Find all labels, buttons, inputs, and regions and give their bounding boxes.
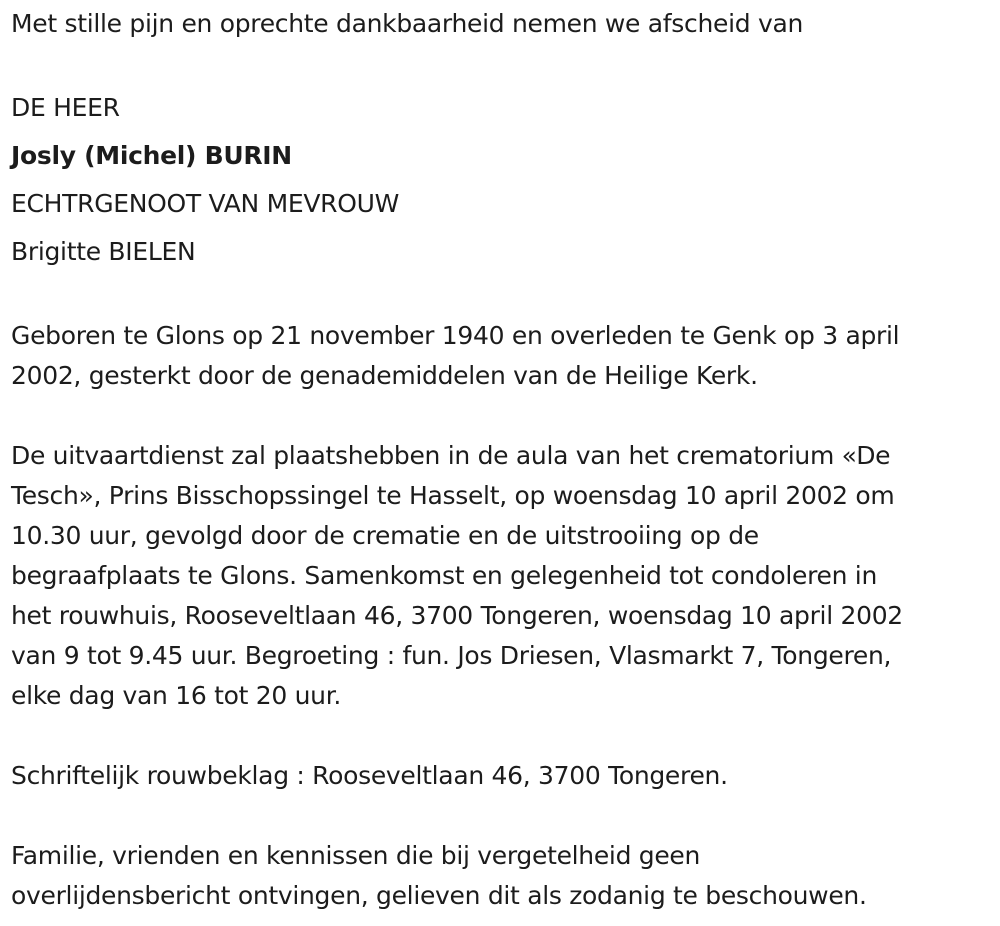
spacer: [11, 396, 1000, 436]
spouse-label: ECHTRGENOOT VAN MEVROUW: [11, 189, 400, 218]
deceased-name: Josly (Michel) BURIN: [11, 141, 292, 170]
spacer: [11, 796, 1000, 836]
birth-death-line: 2002, gesterkt door de genademiddelen van de Heilige Kerk.: [11, 361, 758, 390]
funeral-line: Tesch», Prins Bisschopssingel te Hasselt, op woensdag 10 april 2002 om: [11, 481, 895, 510]
closing-line: overlijdensbericht ontvingen, gelieven dit als zodanig te beschouwen.: [11, 881, 867, 910]
spacer: [11, 716, 1000, 756]
title-prefix: DE HEER: [11, 93, 120, 122]
spouse-name: Brigitte BIELEN: [11, 237, 196, 266]
funeral-line: het rouwhuis, Rooseveltlaan 46, 3700 Tongeren, woensdag 10 april 2002: [11, 601, 903, 630]
spacer: [11, 44, 1000, 84]
spacer: [11, 276, 1000, 316]
birth-death-line: Geboren te Glons op 21 november 1940 en overleden te Genk op 3 april: [11, 321, 900, 350]
funeral-line: begraafplaats te Glons. Samenkomst en gelegenheid tot condoleren in: [11, 561, 877, 590]
funeral-line: van 9 tot 9.45 uur. Begroeting : fun. Jos Driesen, Vlasmarkt 7, Tongeren,: [11, 641, 892, 670]
funeral-line: De uitvaartdienst zal plaatshebben in de aula van het crematorium «De: [11, 441, 891, 470]
funeral-line: elke dag van 16 tot 20 uur.: [11, 681, 342, 710]
intro-text: Met stille pijn en oprechte dankbaarheid nemen we afscheid van: [11, 9, 804, 38]
condolence-address: Schriftelijk rouwbeklag : Rooseveltlaan 46, 3700 Tongeren.: [11, 761, 728, 790]
funeral-line: 10.30 uur, gevolgd door de crematie en de uitstrooiing op de: [11, 521, 759, 550]
closing-line: Familie, vrienden en kennissen die bij vergetelheid geen: [11, 841, 701, 870]
